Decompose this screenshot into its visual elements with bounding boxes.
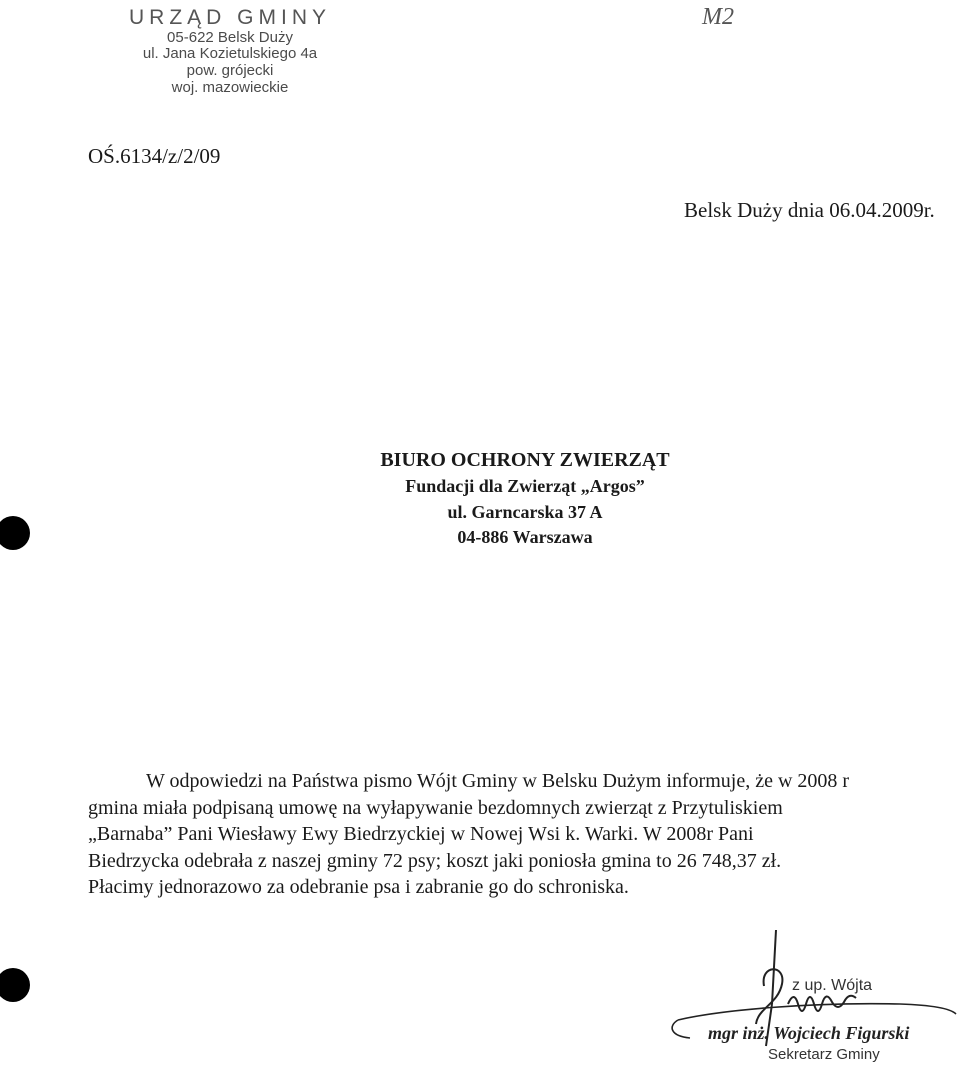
office-stamp [100,6,360,97]
stamp-line: woj. mazowieckie [171,78,289,96]
reference-number: OŚ.6134/z/2/09 [88,144,221,168]
stamp-line: ul. Jana Kozietulskiego 4a [142,45,318,63]
stamp-title: URZĄD GMINY [129,6,331,29]
recipient-line: BIURO OCHRONY ZWIERZĄT [380,449,670,471]
stamp-line: pow. grójecki [186,62,274,80]
signatory-role: Sekretarz Gminy [768,1046,880,1063]
letter-body [88,768,960,901]
recipient-line: ul. Garncarska 37 A [447,501,603,522]
punch-hole-dot [0,968,30,1002]
recipient-line: 04-886 Warszawa [457,527,593,548]
punch-hole-dot [0,516,30,550]
signatory-name: mgr inż. Wojciech Figurski [708,1023,910,1043]
body-line: W odpowiedzi na Państwa pismo Wójt Gminy w Belsku Dużym informuje, że w 2008 r [146,770,850,792]
body-line: Płacimy jednorazowo za odebranie psa i zabranie go do schroniska. [88,876,629,898]
body-line: gmina miała podpisaną umowę na wyłapywanie bezdomnych zwierząt z Przytuliskiem [88,796,783,819]
signature-on-behalf: z up. Wójta [792,977,873,994]
recipient-address [300,446,750,551]
stamp-line: 05-622 Belsk Duży [167,28,293,46]
handwritten-mark: M2 [702,4,734,30]
recipient-line: Fundacji dla Zwierząt „Argos” [405,476,645,497]
body-line: „Barnaba” Pani Wiesławy Ewy Biedrzyckiej w Nowej Wsi k. Warki. W 2008r Pani [88,823,754,845]
body-line: Biedrzycka odebrała z naszej gminy 72 psy; koszt jaki poniosła gmina to 26 748,37 zł. [88,849,782,872]
place-and-date: Belsk Duży dnia 06.04.2009r. [684,198,935,222]
signature-block [660,924,960,1067]
